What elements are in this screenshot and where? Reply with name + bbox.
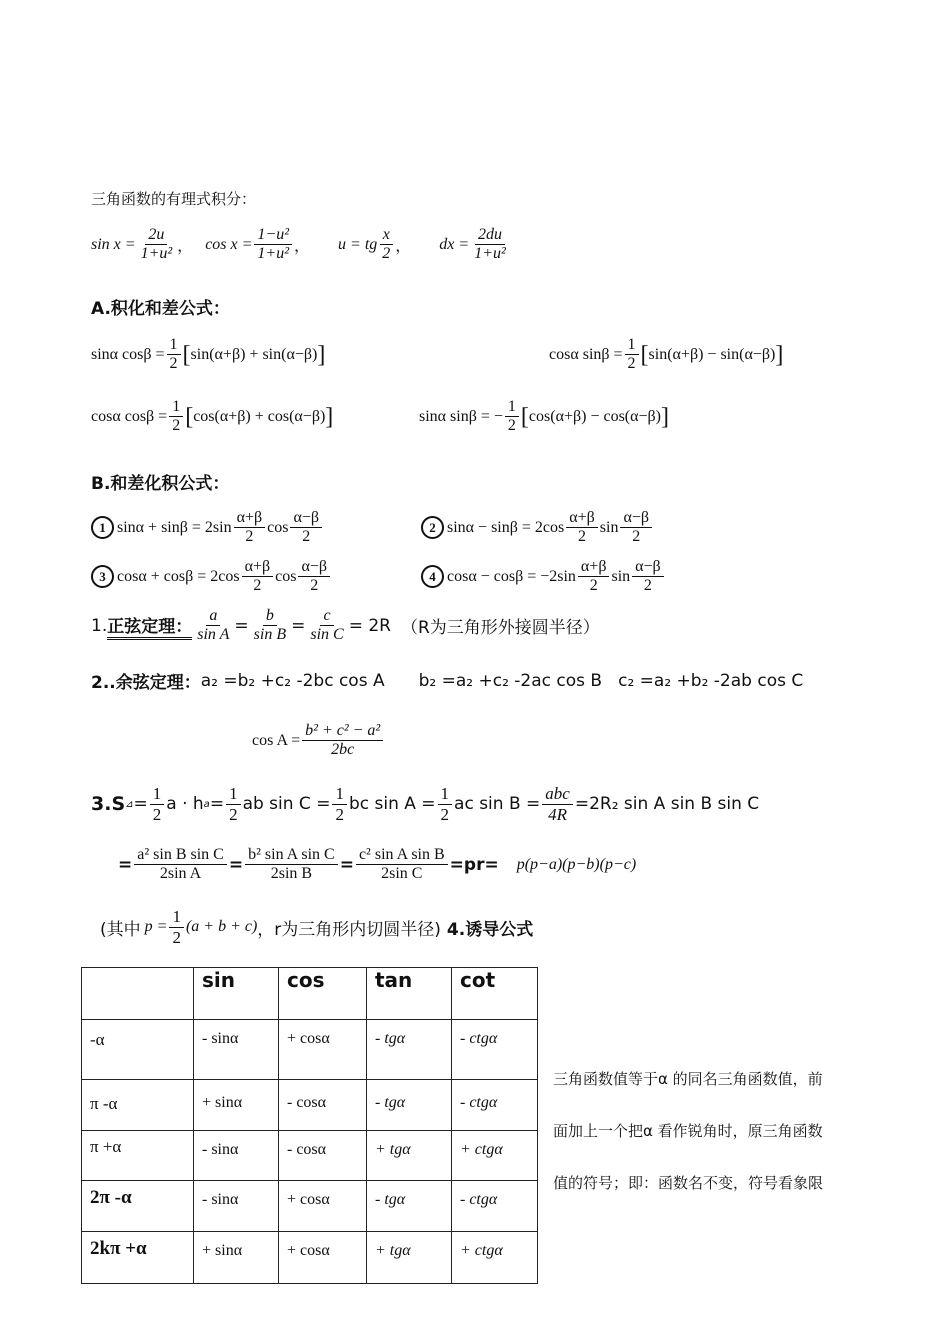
table-row	[82, 1181, 538, 1232]
sum-to-product-3: 3 cosα + cosβ = 2cos α+β 2 cos α−β 2	[91, 558, 332, 596]
product-to-sum-1: sinα cosβ = $\frac{1}{2}$ [ sin(α+β) + sin(α−β) ]	[91, 336, 326, 373]
table-row-label: 2kπ +α	[82, 1232, 194, 1284]
section-b-title: B.和差化积公式：	[91, 474, 230, 494]
table-cell: + tgα	[367, 1232, 452, 1284]
rational-formulas: sin x = $\frac{2u}{\text{1+u²}}$ ， cos x = $\frac{\text{1−u²}}{\text{1+u²}}$ ， u = tg x 2 ， dx = $\frac{2du}{\text{1+u²}}$	[91, 226, 511, 264]
table-cell: + cosα	[279, 1232, 367, 1284]
sum-to-product-4: 4 cosα − cosβ = −2sin α+β 2 sin α−β 2	[421, 558, 666, 596]
table-cell: - ctgα	[452, 1181, 538, 1232]
circled-number: 1	[91, 516, 114, 539]
table-header-cell: sin	[194, 968, 279, 1020]
section-a-title: A.积化和差公式：	[91, 299, 230, 319]
table-header-cell	[82, 968, 194, 1020]
table-row-label: π -α	[82, 1080, 194, 1131]
cosine-a-formula: cos A = $\frac{\text{b² + c² − a²}}{2bc}$	[252, 722, 385, 760]
table-row-label: -α	[82, 1020, 194, 1080]
note-line: 值的符号；即：函数名不变，符号看象限	[553, 1174, 824, 1192]
table-cell: - ctgα	[452, 1020, 538, 1080]
table-row	[82, 1020, 538, 1080]
section-4-title: 4.诱导公式	[446, 919, 534, 940]
product-to-sum-4: sinα sinβ = − $\frac{1}{2}$ [ cos(α+β) − cos(α−β) ]	[419, 398, 670, 435]
circled-number: 3	[91, 565, 114, 588]
formula-text: u = tg	[338, 235, 378, 253]
rational-heading: 三角函数的有理式积分：	[91, 190, 257, 208]
table-cell: + tgα	[367, 1131, 452, 1181]
table-header-cell: tan	[367, 968, 452, 1020]
note-line: 三角函数值等于α 的同名三角函数值，前	[553, 1070, 823, 1088]
table-cell: - tgα	[367, 1181, 452, 1232]
table-row-label: π +α	[82, 1131, 194, 1181]
table-cell: - sinα	[194, 1131, 279, 1181]
area-formula-line2: = $\frac{\text{a² sin B sin C}}{\text{2sin A}}$ = $\frac{\text{b² sin A sin C}}{\text{2sin B}}$ = $\frac{\text{c² sin A sin B}}{\text{2sin C}}$ =pr= p(p−a)(p−b)(p−c)	[118, 846, 637, 883]
table-cell: + sinα	[194, 1080, 279, 1131]
table-cell: + cosα	[279, 1181, 367, 1232]
table-cell: - tgα	[367, 1020, 452, 1080]
product-to-sum-3: cosα cosβ = $\frac{1}{2}$ [ cos(α+β) + cos(α−β) ]	[91, 398, 334, 435]
table-cell: + ctgα	[452, 1131, 538, 1181]
formula-text: cos x =	[205, 235, 253, 253]
fraction: x 2	[379, 226, 393, 264]
table-header-row	[82, 968, 538, 1020]
table-row	[82, 1080, 538, 1131]
table-cell: - sinα	[194, 1020, 279, 1080]
table-cell: - cosα	[279, 1080, 367, 1131]
area-formula-line1: 3.S ⊿ = $\frac{1}{2}$ a · h a = $\frac{1}{2}$ ab sin C = $\frac{1}{2}$ bc sin A = $\frac{1}{2}$ ac sin B = abc 4R =2R₂ sin A sin B sin C	[91, 784, 760, 824]
circled-number: 2	[421, 516, 444, 539]
table-header-cell: cos	[279, 968, 367, 1020]
fraction: $\frac{2u}{\text{1+u²}}$	[140, 226, 173, 263]
cosine-law-title: 2..余弦定理：	[91, 673, 201, 693]
sine-law: 1. 正弦定理： $\frac{a}{\text{sin A}}$ = $\frac{b}{\text{sin B}}$ = $\frac{c}{\text{sin C}}$ = 2R （R为三角形外接圆半径）	[91, 607, 600, 644]
table-header-cell: cot	[452, 968, 538, 1020]
fraction: $\frac{2du}{\text{1+u²}}$	[474, 226, 506, 263]
sum-to-product-1: 1 sinα + sinβ = 2sin α+β 2 cos α−β 2	[91, 509, 324, 547]
table-row	[82, 1131, 538, 1181]
formula-text: dx =	[439, 235, 470, 253]
table-cell: - cosα	[279, 1131, 367, 1181]
circled-number: 4	[421, 565, 444, 588]
product-to-sum-2: cosα sinβ = $\frac{1}{2}$ [ sin(α+β) − sin(α−β) ]	[549, 336, 784, 373]
note-line: 面加上一个把α 看作锐角时，原三角函数	[553, 1122, 823, 1140]
table-cell: + cosα	[279, 1020, 367, 1080]
sum-to-product-2: 2 sinα − sinβ = 2cos α+β 2 sin α−β 2	[421, 509, 654, 547]
sine-law-title: 正弦定理：	[107, 612, 192, 640]
area-note: (其中 p = $\frac{1}{2}$ (a + b + c) ，r为三角形内切圆半径) 4.诱导公式	[100, 907, 534, 947]
table-cell: - ctgα	[452, 1080, 538, 1131]
cosine-law: 2..余弦定理： a₂ =b₂ +c₂ -2bc cos A b₂ =a₂ +c₂ -2ac cos B c₂ =a₂ +b₂ -2ab cos C	[91, 668, 803, 693]
reduction-formula-table	[81, 967, 538, 1284]
table-cell: + sinα	[194, 1232, 279, 1284]
formula-text: sin x =	[91, 235, 136, 253]
table-row-label: 2π -α	[82, 1181, 194, 1232]
fraction: $\frac{\text{1−u²}}{\text{1+u²}}$	[254, 226, 292, 264]
table-cell: - tgα	[367, 1080, 452, 1131]
table-cell: - sinα	[194, 1181, 279, 1232]
table-row	[82, 1232, 538, 1284]
table-cell: + ctgα	[452, 1232, 538, 1284]
reduction-rule-note	[553, 1066, 883, 1196]
